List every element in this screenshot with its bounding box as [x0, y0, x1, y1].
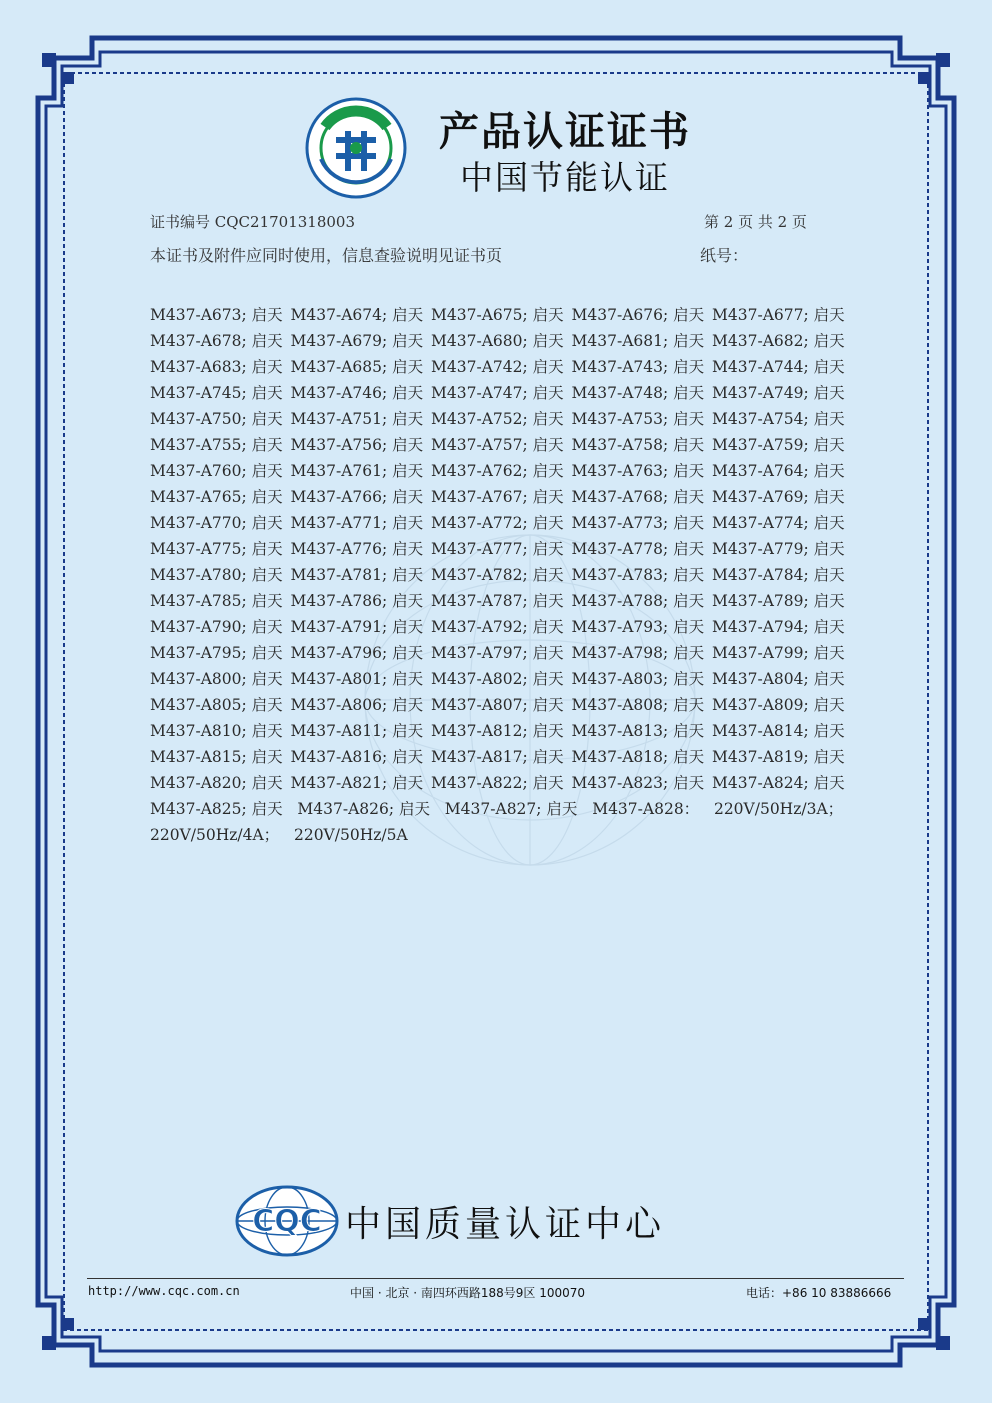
model-entry: M437-A773; 启天 — [571, 514, 705, 532]
model-entry: M437-A752; 启天 — [431, 410, 564, 428]
model-entry: M437-A821; 启天 — [290, 774, 424, 792]
model-entry: M437-A798; 启天 — [571, 644, 705, 662]
model-entry: M437-A681; 启天 — [571, 332, 705, 350]
model-entry: M437-A760; 启天 — [150, 462, 283, 480]
model-entry: M437-A685; 启天 — [290, 358, 424, 376]
model-entry: M437-A814; 启天 — [712, 722, 845, 740]
model-entry: M437-A745; 启天 — [150, 384, 283, 402]
page-info: 第 2 页 共 2 页 — [704, 213, 807, 231]
model-entry: M437-A768; 启天 — [571, 488, 705, 506]
model-entry: M437-A793; 启天 — [571, 618, 705, 636]
model-entry: M437-A797; 启天 — [431, 644, 564, 662]
model-entry: M437-A817; 启天 — [431, 748, 564, 766]
model-entry: M437-A751; 启天 — [290, 410, 424, 428]
certificate-subtitle: 中国节能认证 — [460, 158, 670, 197]
model-entry: M437-A759; 启天 — [712, 436, 845, 454]
model-entry: M437-A762; 启天 — [431, 462, 564, 480]
organization-name: 中国质量认证中心 — [345, 1204, 666, 1245]
model-entry: M437-A796; 启天 — [290, 644, 424, 662]
model-entry: M437-A804; 启天 — [712, 670, 845, 688]
model-entry: M437-A823; 启天 — [571, 774, 705, 792]
model-entry: M437-A805; 启天 — [150, 696, 283, 714]
model-entry: M437-A743; 启天 — [571, 358, 705, 376]
model-entry: M437-A777; 启天 — [431, 540, 564, 558]
model-entry: M437-A787; 启天 — [431, 592, 564, 610]
model-entry: M437-A808; 启天 — [571, 696, 705, 714]
model-entry: M437-A780; 启天 — [150, 566, 283, 584]
footer-address: 中国 · 北京 · 南四环西路188号9区 100070 — [350, 1286, 586, 1300]
model-entry: M437-A816; 启天 — [290, 748, 424, 766]
model-entry: M437-A788; 启天 — [571, 592, 705, 610]
model-entry: M437-A680; 启天 — [431, 332, 564, 350]
model-entry: M437-A783; 启天 — [571, 566, 705, 584]
model-entry: M437-A682; 启天 — [712, 332, 845, 350]
model-entry: M437-A675; 启天 — [431, 306, 564, 324]
model-entry: M437-A763; 启天 — [571, 462, 705, 480]
usage-notice: 本证书及附件应同时使用，信息查验说明见证书页 — [150, 246, 503, 265]
model-entry: M437-A782; 启天 — [431, 566, 564, 584]
model-entry: M437-A820; 启天 — [150, 774, 283, 792]
model-entry: M437-A764; 启天 — [712, 462, 845, 480]
model-entry: M437-A813; 启天 — [571, 722, 705, 740]
model-entry: M437-A761; 启天 — [290, 462, 424, 480]
model-entry: M437-A753; 启天 — [571, 410, 705, 428]
model-entry: M437-A683; 启天 — [150, 358, 283, 376]
model-entry: M437-A789; 启天 — [712, 592, 845, 610]
model-entry: M437-A756; 启天 — [290, 436, 424, 454]
model-entry: M437-A779; 启天 — [712, 540, 845, 558]
footer-url[interactable]: http://www.cqc.com.cn — [88, 1284, 240, 1298]
model-entry: M437-A674; 启天 — [290, 306, 424, 324]
model-entry: M437-A803; 启天 — [571, 670, 705, 688]
model-entry: M437-A795; 启天 — [150, 644, 283, 662]
model-entry: M437-A758; 启天 — [571, 436, 705, 454]
model-entry: M437-A824; 启天 — [712, 774, 845, 792]
model-entry: M437-A801; 启天 — [290, 670, 424, 688]
model-entry: M437-A746; 启天 — [290, 384, 424, 402]
model-entry: M437-A750; 启天 — [150, 410, 283, 428]
model-entry: M437-A810; 启天 — [150, 722, 283, 740]
model-entry: M437-A822; 启天 — [431, 774, 564, 792]
rating-list: 220V/50Hz/4A； 220V/50Hz/5A — [150, 826, 408, 844]
model-entry: M437-A811; 启天 — [290, 722, 424, 740]
model-entry: M437-A784; 启天 — [712, 566, 845, 584]
model-entry: M437-A744; 启天 — [712, 358, 845, 376]
model-entry: M437-A794; 启天 — [712, 618, 845, 636]
model-entry: M437-A807; 启天 — [431, 696, 564, 714]
certificate-number: 证书编号 CQC21701318003 — [150, 213, 355, 231]
model-entry: M437-A679; 启天 — [290, 332, 424, 350]
model-entry: M437-A818; 启天 — [571, 748, 705, 766]
model-entry: M437-A747; 启天 — [431, 384, 564, 402]
model-entry: M437-A778; 启天 — [571, 540, 705, 558]
model-entry: M437-A800; 启天 — [150, 670, 283, 688]
model-entry: M437-A806; 启天 — [290, 696, 424, 714]
model-entry: M437-A786; 启天 — [290, 592, 424, 610]
model-entry: M437-A677; 启天 — [712, 306, 845, 324]
footer-phone: 电话：+86 10 83886666 — [746, 1286, 892, 1300]
model-entry: M437-A749; 启天 — [712, 384, 845, 402]
model-entry: M437-A742; 启天 — [431, 358, 564, 376]
model-entry: M437-A748; 启天 — [571, 384, 705, 402]
model-entry: M437-A754; 启天 — [712, 410, 845, 428]
model-list-tail: M437-A825; 启天 M437-A826; 启天 M437-A827; 启天 M437-A828： 220V/50Hz/3A； — [150, 800, 844, 818]
model-entry: M437-A774; 启天 — [712, 514, 845, 532]
model-entry: M437-A819; 启天 — [712, 748, 845, 766]
model-entry: M437-A757; 启天 — [431, 436, 564, 454]
model-entry: M437-A792; 启天 — [431, 618, 564, 636]
svg-text:CQC: CQC — [252, 1204, 322, 1239]
model-entry: M437-A766; 启天 — [290, 488, 424, 506]
model-entry: M437-A809; 启天 — [712, 696, 845, 714]
model-entry: M437-A785; 启天 — [150, 592, 283, 610]
model-entry: M437-A799; 启天 — [712, 644, 845, 662]
model-entry: M437-A802; 启天 — [431, 670, 564, 688]
model-entry: M437-A755; 启天 — [150, 436, 283, 454]
energy-conservation-logo — [305, 97, 407, 199]
model-entry: M437-A776; 启天 — [290, 540, 424, 558]
model-entry: M437-A678; 启天 — [150, 332, 283, 350]
cqc-logo — [235, 1185, 339, 1257]
footer-divider — [87, 1278, 904, 1279]
model-entry: M437-A812; 启天 — [431, 722, 564, 740]
model-entry: M437-A790; 启天 — [150, 618, 283, 636]
model-entry: M437-A769; 启天 — [712, 488, 845, 506]
model-list — [150, 302, 850, 796]
model-entry: M437-A673; 启天 — [150, 306, 283, 324]
paper-number: 纸号： — [700, 246, 749, 265]
model-entry: M437-A676; 启天 — [571, 306, 705, 324]
model-entry: M437-A771; 启天 — [290, 514, 424, 532]
certificate-title: 产品认证证书 — [439, 109, 691, 155]
model-entry: M437-A767; 启天 — [431, 488, 564, 506]
model-entry: M437-A781; 启天 — [290, 566, 424, 584]
model-entry: M437-A770; 启天 — [150, 514, 283, 532]
model-entry: M437-A765; 启天 — [150, 488, 283, 506]
model-entry: M437-A791; 启天 — [290, 618, 424, 636]
model-entry: M437-A775; 启天 — [150, 540, 283, 558]
model-entry: M437-A772; 启天 — [431, 514, 564, 532]
model-entry: M437-A815; 启天 — [150, 748, 283, 766]
